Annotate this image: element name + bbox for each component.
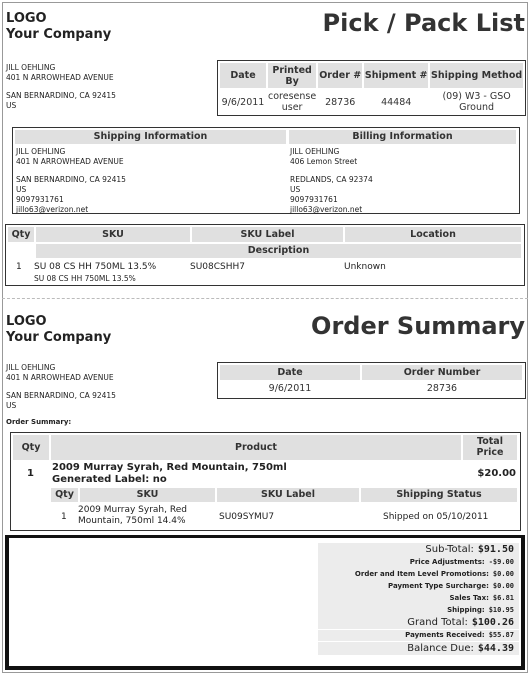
product-price: $20.00 — [477, 468, 516, 479]
shipment-number: 44484 — [381, 96, 412, 108]
item-description: SU 08 CS HH 750ML 13.5% — [34, 274, 136, 283]
header-order-number: Order # — [318, 63, 362, 88]
printed-by: coresense user — [268, 91, 317, 113]
item-sku: SU 08 CS HH 750ML 13.5% — [34, 262, 157, 272]
totals-label: Price Adjustments: — [409, 558, 485, 567]
totals-value: $91.50 — [477, 544, 514, 555]
sub-header-sku: SKU — [80, 488, 215, 502]
summary-date: 9/6/2011 — [268, 383, 312, 394]
order-date: 9/6/2011 — [221, 96, 265, 108]
totals-label: Sales Tax: — [449, 594, 489, 603]
totals-label: Payments Received: — [405, 631, 485, 640]
pick-items-table — [5, 224, 525, 286]
totals-label: Sub-Total: — [425, 544, 474, 555]
header-date: Date — [220, 63, 266, 88]
product-header-qty: Qty — [13, 435, 49, 460]
summary-date-order-table — [217, 362, 526, 399]
shipping-info-header: Shipping Information — [15, 130, 286, 144]
shipping-method: (09) W3 - GSO Ground — [442, 91, 511, 113]
header-shipment-number: Shipment # — [364, 63, 428, 88]
totals-row — [318, 642, 519, 655]
totals-value: $0.00 — [492, 570, 514, 579]
sub-header-shipping-status: Shipping Status — [361, 488, 517, 502]
totals-row — [318, 543, 519, 556]
items-header-qty: Qty — [8, 227, 34, 242]
totals-label: Order and Item Level Promotions: — [354, 570, 489, 579]
sub-header-qty: Qty — [51, 488, 78, 502]
totals-row — [318, 556, 519, 568]
totals-label: Payment Type Surcharge: — [388, 582, 489, 591]
summary-order-number: 28736 — [426, 383, 458, 394]
totals-row — [318, 592, 519, 604]
totals-value: -$9.00 — [488, 558, 514, 567]
totals-label: Balance Due: — [407, 642, 474, 654]
summary-company-name: Your Company — [6, 330, 112, 345]
totals-value: $55.87 — [488, 631, 514, 640]
section-divider — [2, 298, 528, 299]
items-header-sku: SKU — [36, 227, 190, 242]
summary-logo: LOGO — [6, 314, 47, 329]
item-sku-label: SU08CSHH7 — [190, 262, 246, 272]
pick-company-address: JILL OEHLING 401 N ARROWHEAD AVENUE SAN BERNARDINO, CA 92415 US — [6, 63, 116, 110]
totals-list — [318, 543, 519, 655]
item-location: Unknown — [344, 262, 386, 272]
totals-label: Shipping: — [447, 606, 485, 615]
summary-header-date: Date — [220, 365, 360, 380]
sub-sku-label: SU09SYMU7 — [219, 512, 275, 522]
order-summary-label: Order Summary: — [6, 418, 72, 426]
totals-box — [5, 535, 525, 670]
product-table — [10, 432, 521, 531]
sub-shipping-status: Shipped on 05/10/2011 — [383, 512, 489, 522]
pick-company-name: Your Company — [6, 27, 112, 42]
ship-bill-info-table — [12, 127, 520, 214]
product-qty: 1 — [27, 468, 34, 479]
items-header-description: Description — [36, 244, 521, 258]
totals-value: $100.26 — [471, 617, 514, 629]
totals-value: $6.81 — [492, 594, 514, 603]
totals-value: $0.00 — [492, 582, 514, 591]
totals-row — [318, 580, 519, 592]
totals-label: Grand Total: — [407, 617, 468, 629]
pick-order-info-table — [217, 60, 526, 116]
summary-header-order-number: Order Number — [362, 365, 522, 380]
order-number: 28736 — [325, 96, 356, 108]
totals-row — [318, 568, 519, 580]
header-printed-by: Printed By — [268, 63, 316, 88]
billing-info-header: Billing Information — [289, 130, 516, 144]
sub-header-sku-label: SKU Label — [217, 488, 359, 502]
product-name: 2009 Murray Syrah, Red Mountain, 750ml Generated Label: no — [52, 462, 287, 485]
totals-value: $44.39 — [477, 642, 514, 654]
items-header-location: Location — [345, 227, 521, 242]
totals-row — [318, 630, 519, 642]
order-summary-title: Order Summary — [311, 312, 525, 340]
items-header-sku-label: SKU Label — [192, 227, 343, 242]
totals-value: $10.95 — [488, 606, 514, 615]
sub-qty: 1 — [61, 512, 67, 522]
totals-row — [318, 616, 519, 629]
totals-row — [318, 604, 519, 616]
sub-sku: 2009 Murray Syrah, Red Mountain, 750ml 14.4% — [78, 505, 187, 526]
item-qty: 1 — [16, 262, 22, 272]
product-header-total-price: Total Price — [463, 435, 517, 460]
product-header-product: Product — [51, 435, 461, 460]
pick-pack-title: Pick / Pack List — [322, 9, 525, 37]
summary-company-address: JILL OEHLING 401 N ARROWHEAD AVENUE SAN BERNARDINO, CA 92415 US — [6, 363, 116, 410]
billing-address: JILL OEHLING 406 Lemon Street REDLANDS, CA 92374 US 9097931761 jillo63@verizon.net — [290, 147, 373, 214]
pick-logo: LOGO — [6, 11, 47, 26]
header-shipping-method: Shipping Method — [430, 63, 523, 88]
shipping-address: JILL OEHLING 401 N ARROWHEAD AVENUE SAN BERNARDINO, CA 92415 US 9097931761 jillo63@verizon.net — [16, 147, 126, 214]
